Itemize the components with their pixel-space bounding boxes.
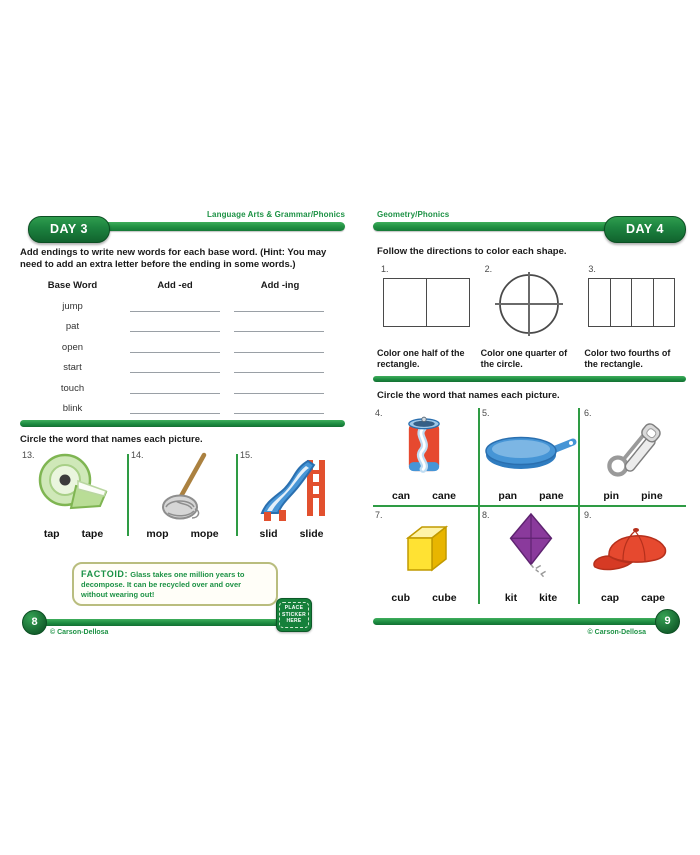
base-word: pat <box>65 321 80 332</box>
item-number: 4. <box>375 408 383 418</box>
item-number: 15. <box>240 450 253 460</box>
write-line-ing <box>234 379 324 394</box>
write-line-ed <box>130 399 220 414</box>
frying-pan-icon <box>480 428 582 474</box>
base-word: start <box>63 362 82 373</box>
sticker-line: STICKER <box>281 611 307 618</box>
shape-caption: Color two fourths of the rectangle. <box>584 348 671 370</box>
col-add-ed: Add -ed <box>157 280 193 291</box>
write-line-ing <box>234 338 324 353</box>
sticker-line: HERE <box>286 618 302 624</box>
day3-pill: DAY 3 <box>28 216 110 243</box>
place-sticker-badge <box>276 598 312 632</box>
copyright-right: © Carson-Dellosa <box>587 629 646 636</box>
word-option: slid <box>259 528 278 540</box>
factoid-label: FACTOID: <box>81 569 129 579</box>
picture-cell-14 <box>129 448 236 542</box>
picture-word-grid <box>373 406 686 606</box>
item-number: 14. <box>131 450 144 460</box>
item-number: 3. <box>588 264 596 274</box>
write-line-ed <box>130 317 220 332</box>
write-line-ed <box>130 379 220 394</box>
right-subject-label: Geometry/Phonics <box>377 210 450 219</box>
word-option: can <box>391 490 411 502</box>
item-number: 7. <box>375 510 383 520</box>
col-base-word: Base Word <box>47 280 98 291</box>
word-option: mop <box>146 528 169 540</box>
word-option: tap <box>43 528 60 540</box>
picture-word-row <box>20 448 345 542</box>
word-option: pin <box>603 490 620 502</box>
left-footer-bar <box>34 619 305 626</box>
circle-instructions-right: Circle the word that names each picture. <box>377 390 560 401</box>
rectangle-halves-shape <box>383 278 470 327</box>
write-line-ed <box>130 358 220 373</box>
endings-instructions: Add endings to write new words for each base word. (Hint: You may need to add an extra letter before the ending in some words.) <box>20 247 327 271</box>
item-number: 2. <box>484 264 493 274</box>
word-option: kite <box>539 592 558 604</box>
write-line-ing <box>234 297 324 312</box>
word-option: pane <box>539 490 564 502</box>
item-number: 9. <box>584 510 592 520</box>
day4-pill: DAY 4 <box>604 216 686 243</box>
left-subject-label: Language Arts & Grammar/Phonics <box>207 210 345 219</box>
word-option: cane <box>432 490 457 502</box>
picture-cell-8 <box>480 508 582 606</box>
shape-caption: Color one half of the rectangle. <box>377 348 465 370</box>
picture-cell-4 <box>373 406 475 504</box>
picture-cell-15 <box>238 448 345 542</box>
soda-can-icon <box>373 414 475 480</box>
base-word: touch <box>60 382 85 394</box>
item-number: 13. <box>22 450 35 460</box>
copyright-left: © Carson-Dellosa <box>50 629 109 636</box>
left-page-day3 <box>20 210 345 650</box>
circle-quarters-shape <box>493 270 565 343</box>
page-number-badge: 9 <box>655 609 680 634</box>
item-number: 8. <box>482 510 490 520</box>
page-number-badge: 8 <box>22 610 47 635</box>
write-line-ing <box>234 358 324 373</box>
write-line-ed <box>130 338 220 353</box>
tape-dispenser-icon <box>20 452 127 516</box>
word-option: pan <box>498 490 518 502</box>
mop-icon <box>129 452 236 522</box>
write-line-ing <box>234 317 324 332</box>
slide-icon <box>238 452 345 522</box>
word-option: cube <box>432 592 457 604</box>
word-option: tape <box>81 528 104 540</box>
table-row <box>20 373 345 394</box>
endings-table <box>20 280 345 414</box>
col-add-ing: Add -ing <box>260 280 300 291</box>
right-page-day4 <box>373 210 686 650</box>
word-option: kit <box>504 592 518 604</box>
right-footer-bar <box>373 618 668 625</box>
section-divider-bar <box>373 376 686 382</box>
circle-instructions-left: Circle the word that names each picture. <box>20 434 203 445</box>
table-row <box>20 353 345 374</box>
shapes-instructions: Follow the directions to color each shape. <box>377 246 567 257</box>
base-word: open <box>61 341 84 353</box>
word-option: pine <box>641 490 663 502</box>
factoid-box <box>72 562 278 606</box>
grid-divider <box>373 505 686 507</box>
table-row <box>20 394 345 415</box>
word-option: cape <box>641 592 666 604</box>
safety-pin-icon <box>582 414 684 482</box>
table-row <box>20 312 345 333</box>
table-row <box>20 291 345 312</box>
endings-table-header <box>20 280 345 291</box>
word-option: mope <box>190 528 219 540</box>
shape-item-2 <box>479 264 583 374</box>
word-option: cap <box>600 592 620 604</box>
kite-icon <box>480 512 582 584</box>
write-line-ed <box>130 297 220 312</box>
cap-icon <box>582 520 684 578</box>
rectangle-fourths-shape <box>588 278 675 327</box>
shape-item-1 <box>375 264 479 374</box>
item-number: 6. <box>584 408 592 418</box>
picture-cell-13 <box>20 448 127 542</box>
base-word: jump <box>62 300 83 312</box>
word-option: slide <box>299 528 324 540</box>
picture-cell-7 <box>373 508 475 606</box>
item-number: 1. <box>381 264 389 274</box>
write-line-ing <box>234 399 324 414</box>
base-word: blink <box>62 403 83 414</box>
shape-row <box>375 264 686 374</box>
picture-cell-5 <box>480 406 582 504</box>
table-row <box>20 332 345 353</box>
word-option: cub <box>391 592 411 604</box>
shape-caption: Color one quarter of the circle. <box>480 348 568 370</box>
section-divider-bar <box>20 420 345 427</box>
cube-icon <box>373 522 475 576</box>
item-number: 5. <box>482 408 490 418</box>
shape-item-3 <box>582 264 686 374</box>
factoid-text: Glass takes one million years to decompose. It can be recycled over and over without wearing out! <box>81 570 245 600</box>
picture-cell-6 <box>582 406 684 504</box>
picture-cell-9 <box>582 508 684 606</box>
sticker-line: PLACE <box>284 605 304 611</box>
